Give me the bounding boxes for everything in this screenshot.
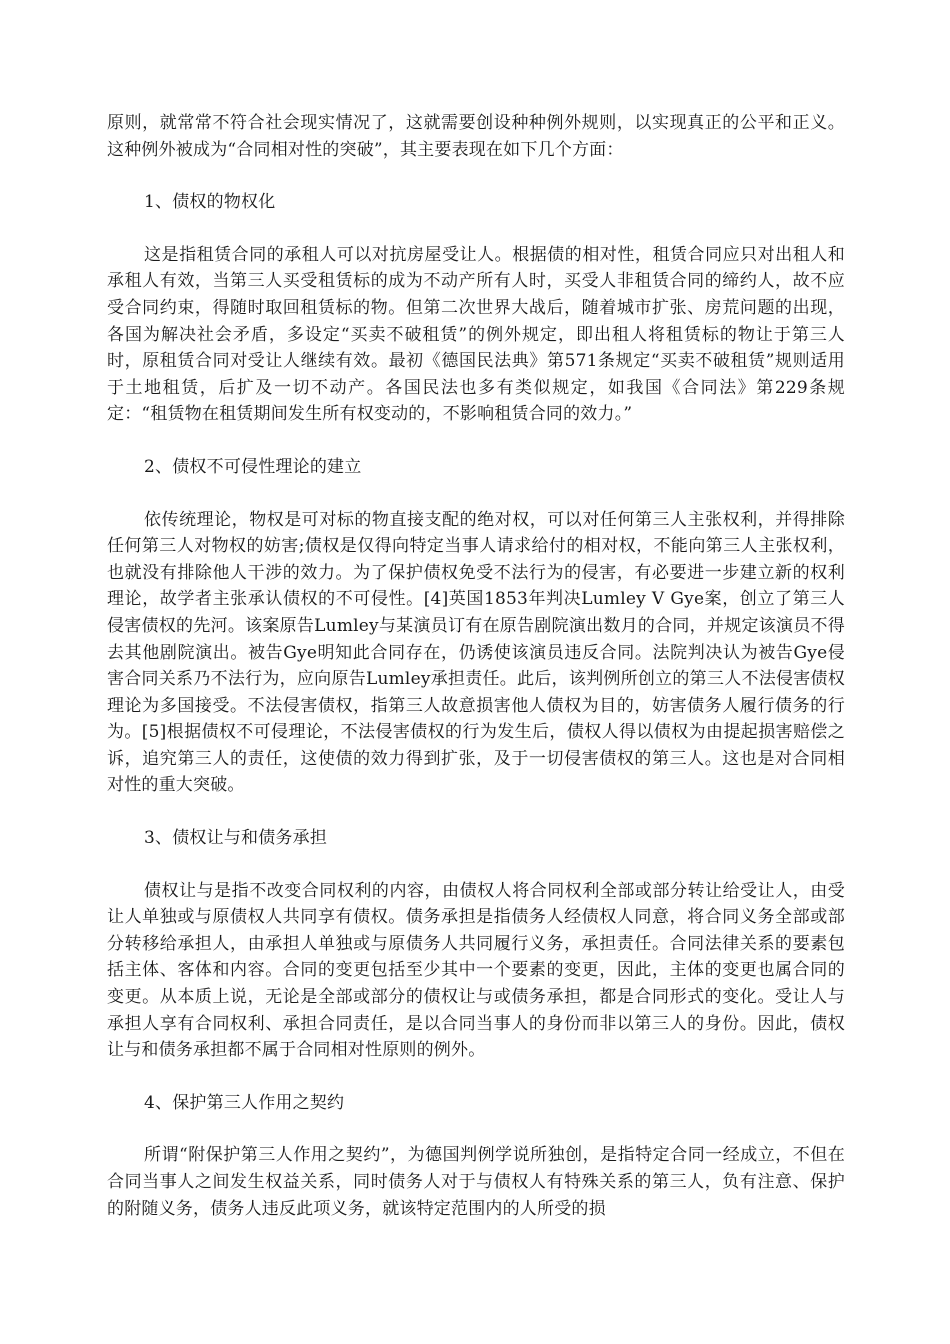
section-heading-3: 3、债权让与和债务承担 <box>144 828 328 849</box>
section-heading-2: 2、债权不可侵性理论的建立 <box>144 456 362 477</box>
document-page <box>107 110 845 1248</box>
section-2-paragraph: 依传统理论，物权是可对标的物直接支配的绝对权，可以对任何第三人主张权利，并得排除任何第三人对物权的妨害;债权是仅得向特定当事人请求给付的相对权，不能向第三人主张权利，也就没有排除他人干涉的效力。为了保护债权免受不法行为的侵害，有必要进一步建立新的权利理论，故学者主张承认债权的不可侵性。[4]英国1853年判决Lumley V Gye案，创立了第三人侵害债权的先河。该案原告Lumley与某演员订有在原告剧院演出数月的合同，并规定该演员不得去其他剧院演出。被告Gye明知此合同存在，仍诱使该演员违反合同。法院判决认为被告Gye侵害合同关系乃不法行为，应向原告Lumley承担责任。此后，该判例所创立的第三人不法侵害债权理论为多国接受。不法侵害债权，指第三人故意损害他人债权为目的，妨害债务人履行债务的行为。[5]根据债权不可侵理论，不法侵害债权的行为发生后，债权人得以债权为由提起损害赔偿之诉，追究第三人的责任，这使债的效力得到扩张，及于一切侵害债权的第三人。这也是对合同相对性的重大突破。 <box>107 509 845 796</box>
intro-paragraph: 原则，就常常不符合社会现实情况了，这就需要创设种种例外规则，以实现真正的公平和正义。这种例外被成为“合同相对性的突破”，其主要表现在如下几个方面： <box>107 113 845 160</box>
section-heading-4: 4、保护第三人作用之契约 <box>144 1092 345 1113</box>
section-3-paragraph: 债权让与是指不改变合同权利的内容，由债权人将合同权利全部或部分转让给受让人，由受让人单独或与原债权人共同享有债权。债务承担是指债务人经债权人同意，将合同义务全部或部分转移给承担人，由承担人单独或与原债务人共同履行义务，承担责任。合同法律关系的要素包括主体、客体和内容。合同的变更包括至少其中一个要素的变更，因此，主体的变更也属合同的变更。从本质上说，无论是全部或部分的债权让与或债务承担，都是合同形式的变化。受让人与承担人享有合同权利、承担合同责任，是以合同当事人的身份而非以第三人的身份。因此，债权让与和债务承担都不属于合同相对性原则的例外。 <box>107 880 845 1061</box>
section-1-paragraph: 这是指租赁合同的承租人可以对抗房屋受让人。根据债的相对性，租赁合同应只对出租人和承租人有效，当第三人买受租赁标的成为不动产所有人时，买受人非租赁合同的缔约人，故不应受合同约束，得随时取回租赁标的物。但第二次世界大战后，随着城市扩张、房荒问题的出现，各国为解决社会矛盾，多设定“买卖不破租赁”的例外规定，即出租人将租赁标的物让于第三人时，原租赁合同对受让人继续有效。最初《德国民法典》第571条规定“买卖不破租赁”规则适用于土地租赁，后扩及一切不动产。各国民法也多有类似规定，如我国《合同法》第229条规定：“租赁物在租赁期间发生所有权变动的，不影响租赁合同的效力。” <box>107 244 845 425</box>
section-4-paragraph: 所谓“附保护第三人作用之契约”，为德国判例学说所独创，是指特定合同一经成立，不但在合同当事人之间发生权益关系，同时债务人对于与债权人有特殊关系的第三人，负有注意、保护的附随义务，债务人违反此项义务，就该特定范围内的人所受的损 <box>107 1145 845 1219</box>
section-heading-1: 1、债权的物权化 <box>144 192 276 213</box>
